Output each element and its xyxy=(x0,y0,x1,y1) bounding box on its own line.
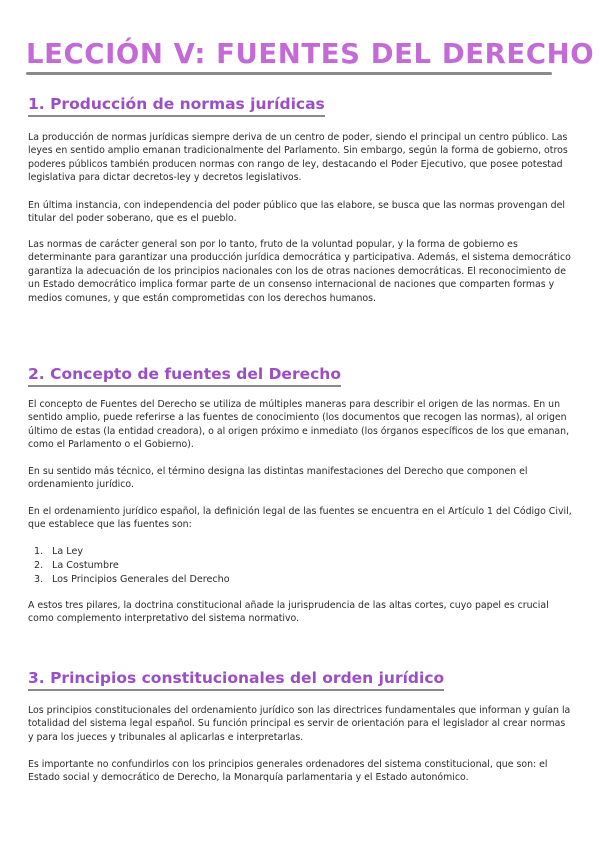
section-2-heading: 2. Concepto de fuentes del Derecho xyxy=(28,364,341,387)
page-title: LECCIÓN V: FUENTES DEL DERECHO xyxy=(26,38,595,70)
title-underline xyxy=(26,72,552,75)
list-item-number: 2. xyxy=(34,560,44,571)
section-1-heading: 1. Producción de normas jurídicas xyxy=(28,94,325,117)
section-2-paragraph-2: En su sentido más técnico, el término designa las distintas manifestaciones del Derecho que componen el ordenamiento jurídico. xyxy=(28,466,528,491)
section-1-paragraph-3: Las normas de carácter general son por lo tanto, fruto de la voluntad popular, y la forma de gobierno es determinante para garantizar una producción jurídica democrática y participativa. Además, el sistema democrático garantiza la adecuación de los principios nacionales con los de otras naciones democráticas. El reconocimiento de un Estado democrático implica formar parte de un consenso internacional de naciones que comparten formas y medios comunes, y que están comprometidas con los derechos humanos. xyxy=(28,239,571,304)
list-item xyxy=(34,573,534,587)
section-3-paragraph-2: Es importante no confundirlos con los principios generales ordenadores del sistema constitucional, que son: el Estado social y democrático de Derecho, la Monarquía parlamentaria y el Estado autonómico. xyxy=(28,759,548,784)
section-2-paragraph-3: En el ordenamiento jurídico español, la definición legal de las fuentes se encuentra en el Artículo 1 del Código Civil, que establece que las fuentes son: xyxy=(28,506,572,531)
list-item-text: Los Principios Generales del Derecho xyxy=(52,574,230,585)
list-item-text: La Ley xyxy=(52,546,84,557)
sources-list xyxy=(34,545,534,587)
list-item xyxy=(34,545,534,559)
list-item-number: 3. xyxy=(34,574,44,585)
list-item-text: La Costumbre xyxy=(52,560,119,571)
section-1-paragraph-1: La producción de normas jurídicas siempre deriva de un centro de poder, siendo el principal un centro público. Las leyes en sentido amplio emanan tradicionalmente del Parlamento. Sin embargo, según la forma de gobierno, otros poderes públicos también producen normas con rango de ley, destacando el Poder Ejecutivo, que posee potestad legislativa para dictar decretos-ley y decretos legislativos. xyxy=(28,132,568,184)
section-3-heading: 3. Principios constitucionales del orden jurídico xyxy=(28,668,444,691)
section-3-paragraph-1: Los principios constitucionales del ordenamiento jurídico son las directrices fundamentales que informan y guían la totalidad del sistema legal español. Su función principal es servir de orientación para el legislador al crear normas y para los jueces y tribunales al aplicarlas e interpretarlas. xyxy=(28,705,571,743)
section-1-paragraph-2: En última instancia, con independencia del poder público que las elabore, se busca que las normas provengan del titular del poder soberano, que es el pueblo. xyxy=(28,200,565,225)
section-2-paragraph-1: El concepto de Fuentes del Derecho se utiliza de múltiples maneras para describir el origen de las normas. En un sentido amplio, puede referirse a las fuentes de conocimiento (los documentos que recogen las normas), al origen último de estas (la entidad creadora), o al origen próximo e inmediato (los órganos específicos de los que emanan, como el Parlamento o el Gobierno). xyxy=(28,399,570,451)
list-item-number: 1. xyxy=(34,546,44,557)
section-2-after-list: A estos tres pilares, la doctrina constitucional añade la jurisprudencia de las altas cortes, cuyo papel es crucial como complemento interpretativo del sistema normativo. xyxy=(28,600,549,625)
list-item xyxy=(34,559,534,573)
